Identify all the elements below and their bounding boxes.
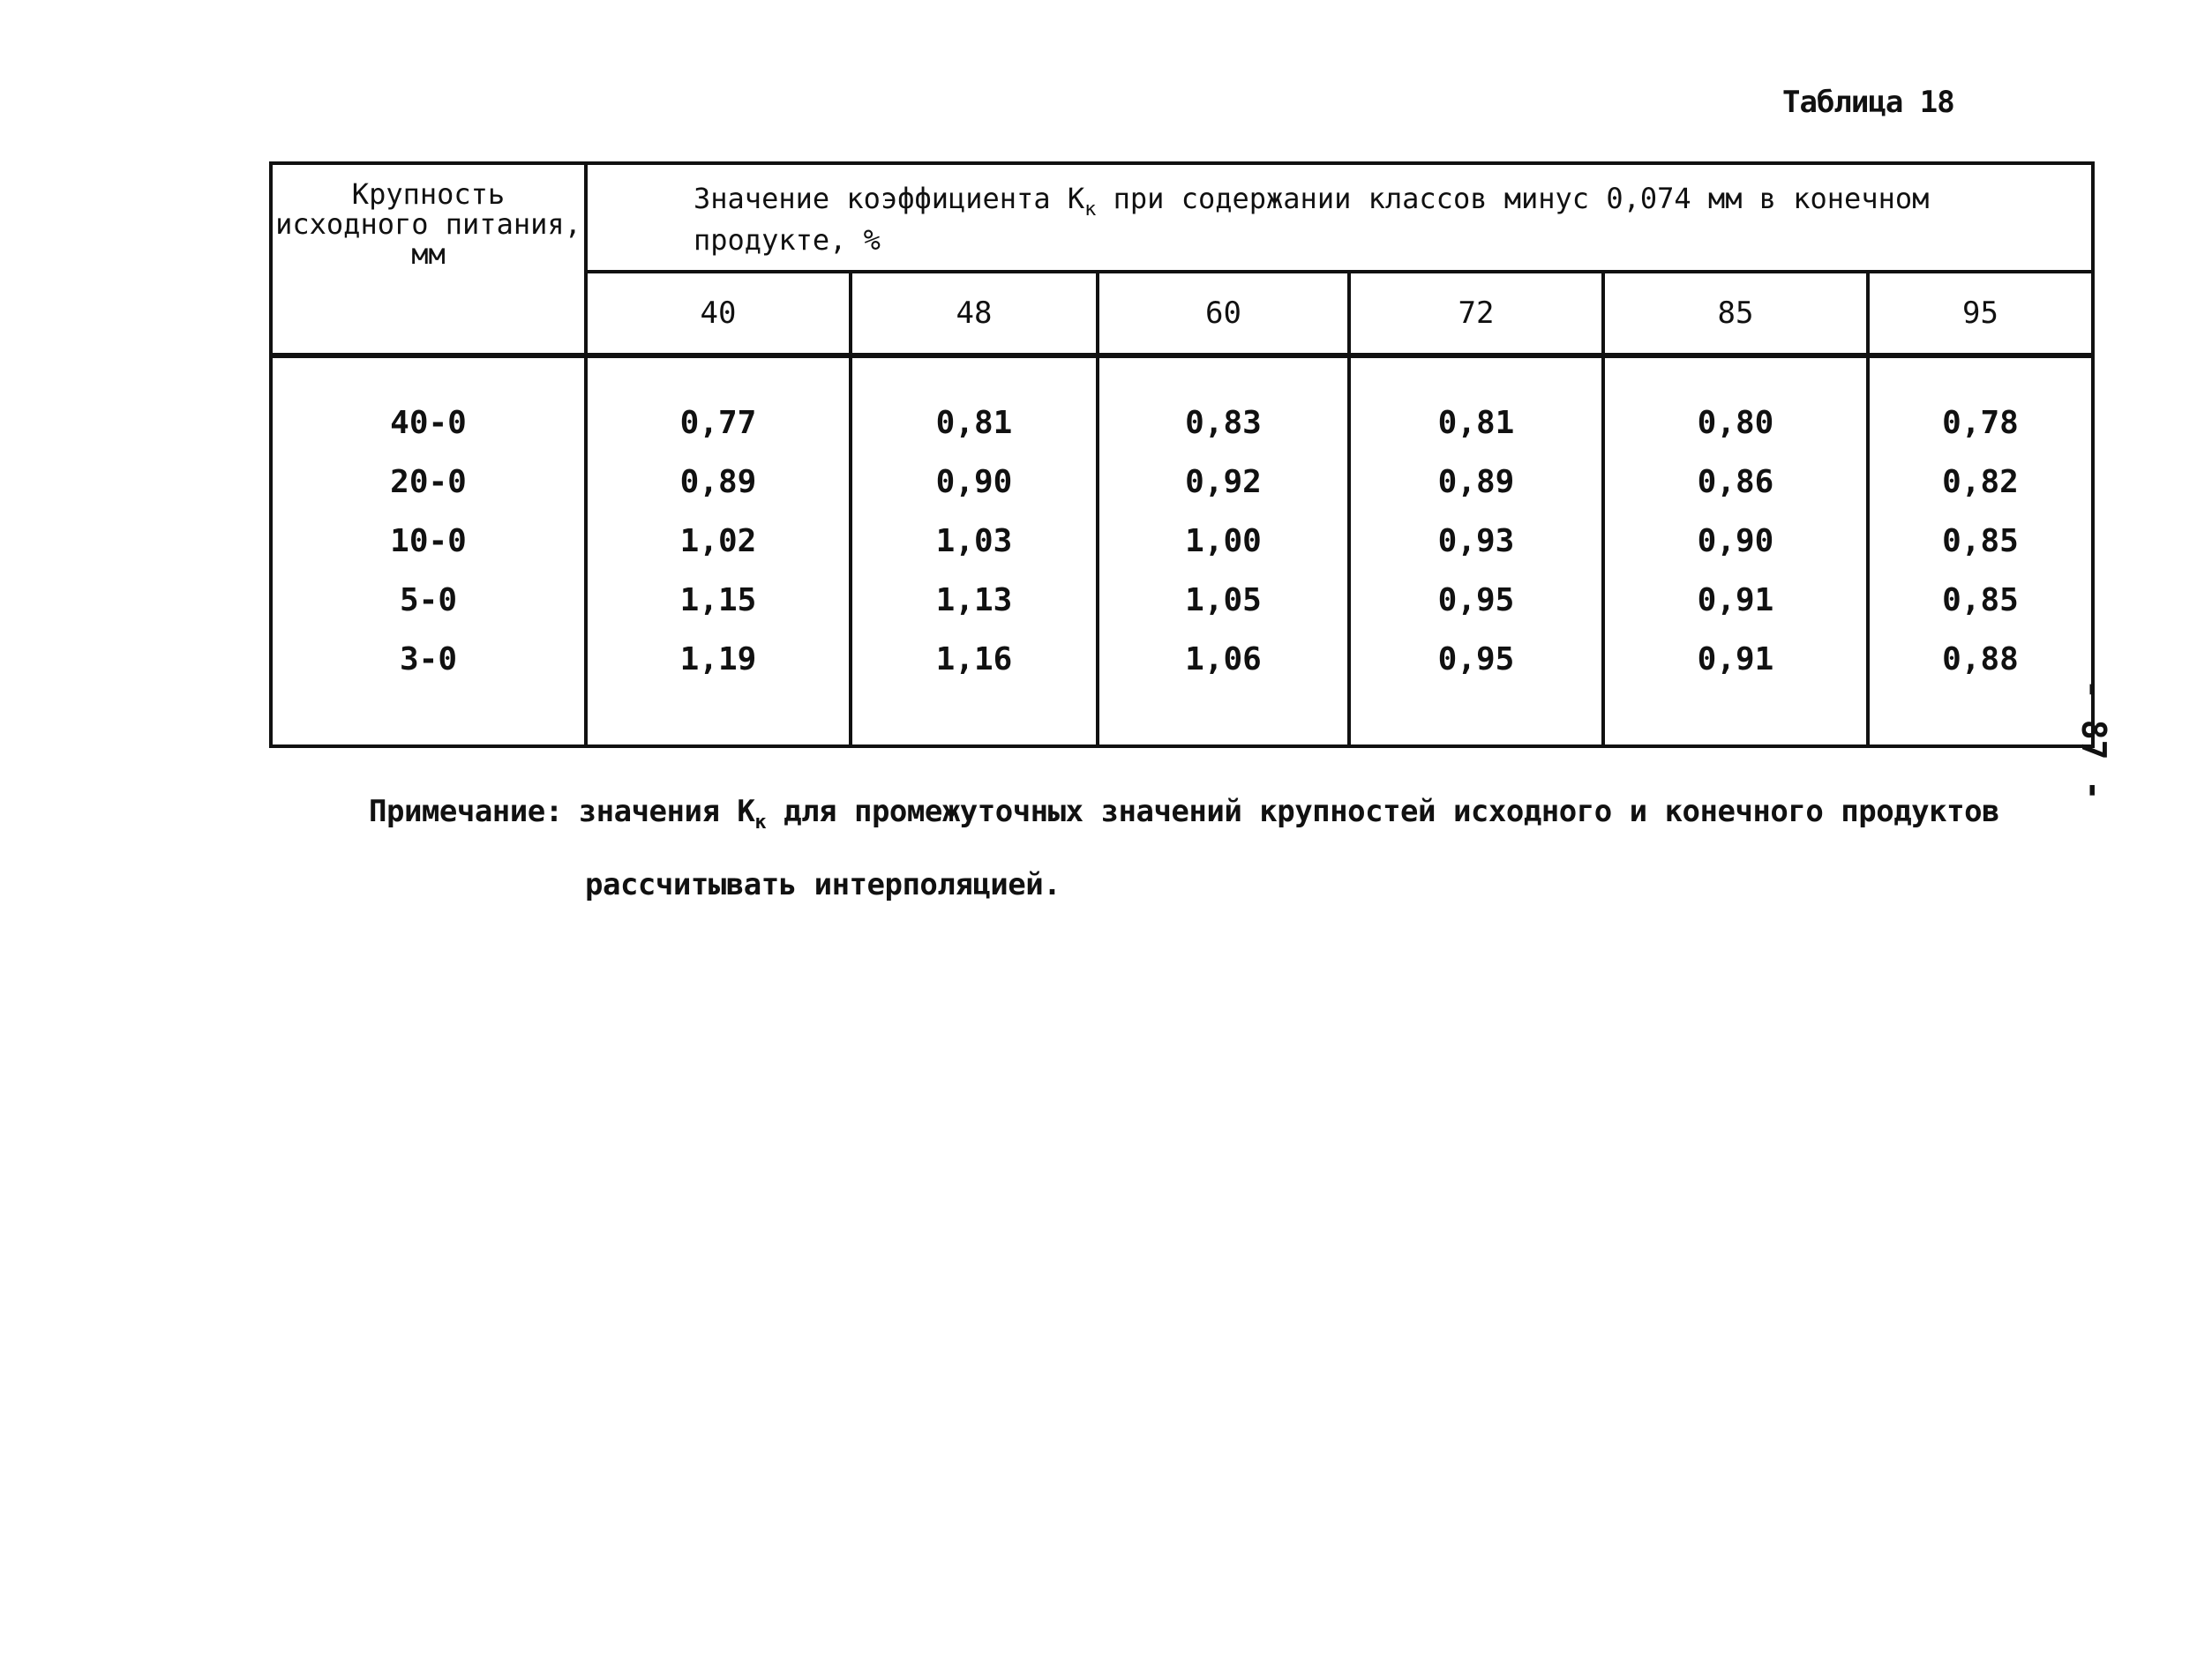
table-cell: 0,92 (1185, 463, 1262, 500)
note-label: Примечание: (369, 794, 563, 829)
table-cell: 0,95 (1437, 581, 1515, 618)
table-cell: 0,89 (679, 463, 757, 500)
table-cell: 0,78 (1942, 404, 2019, 441)
table-caption: Таблица 18 (1782, 85, 1954, 120)
note-subscript: к (754, 812, 767, 834)
column-values-60 (1098, 355, 1349, 746)
table-cell: 0,83 (1185, 404, 1262, 441)
table-cell: 1,15 (679, 581, 757, 618)
size-value: 3-0 (399, 640, 458, 677)
table-cell: 0,91 (1697, 581, 1774, 618)
page-number: - 87 - (2074, 679, 2113, 801)
table-cell: 0,95 (1437, 640, 1515, 677)
table-cell: 0,90 (1697, 522, 1774, 559)
note-line-2: рассчитывать интерполяцией. (585, 867, 1061, 902)
size-values-cell (271, 355, 586, 746)
size-value: 5-0 (399, 581, 458, 618)
table-cell: 1,03 (935, 522, 1013, 559)
group-header-rest: при содержании классов минус 0,074 мм в конечном продукте, % (694, 181, 1930, 257)
column-values-48 (851, 355, 1098, 746)
table-cell: 1,02 (679, 522, 757, 559)
column-values-85 (1603, 355, 1868, 746)
coefficient-group-header (586, 163, 2093, 272)
table-cell: 1,00 (1185, 522, 1262, 559)
table-cell: 0,89 (1437, 463, 1515, 500)
column-values-40 (586, 355, 851, 746)
column-header-40: 40 (586, 272, 851, 355)
table-cell: 1,06 (1185, 640, 1262, 677)
table-cell: 0,81 (1437, 404, 1515, 441)
table-note (369, 781, 1999, 916)
table-cell: 1,19 (679, 640, 757, 677)
table-cell: 0,93 (1437, 522, 1515, 559)
column-header-48: 48 (851, 272, 1098, 355)
table-cell: 1,16 (935, 640, 1013, 677)
table-cell: 0,88 (1942, 640, 2019, 677)
table-cell: 0,90 (935, 463, 1013, 500)
size-column-header: Крупность исходного питания, мм (271, 163, 586, 355)
group-header-subscript: к (1084, 198, 1097, 221)
column-header-60: 60 (1098, 272, 1349, 355)
group-header-main: Значение коэффициента К (694, 181, 1085, 215)
table-cell: 0,82 (1942, 463, 2019, 500)
table-cell: 0,77 (679, 404, 757, 441)
column-header-72: 72 (1349, 272, 1603, 355)
table-cell: 0,91 (1697, 640, 1774, 677)
table-cell: 0,80 (1697, 404, 1774, 441)
size-value: 40-0 (390, 404, 467, 441)
column-values-72 (1349, 355, 1603, 746)
table-cell: 0,85 (1942, 581, 2019, 618)
column-header-95: 95 (1868, 272, 2093, 355)
size-value: 10-0 (390, 522, 467, 559)
size-value: 20-0 (390, 463, 467, 500)
column-header-85: 85 (1603, 272, 1868, 355)
coefficient-table (269, 161, 2095, 748)
column-values-95 (1868, 355, 2093, 746)
table-cell: 1,05 (1185, 581, 1262, 618)
table-cell: 0,86 (1697, 463, 1774, 500)
note-text-main: значения К (578, 794, 755, 829)
table-cell: 0,81 (935, 404, 1013, 441)
table-cell: 0,85 (1942, 522, 2019, 559)
note-text-rest: для промежуточных значений крупностей исходного и конечного продуктов (766, 794, 2000, 829)
table-cell: 1,13 (935, 581, 1013, 618)
